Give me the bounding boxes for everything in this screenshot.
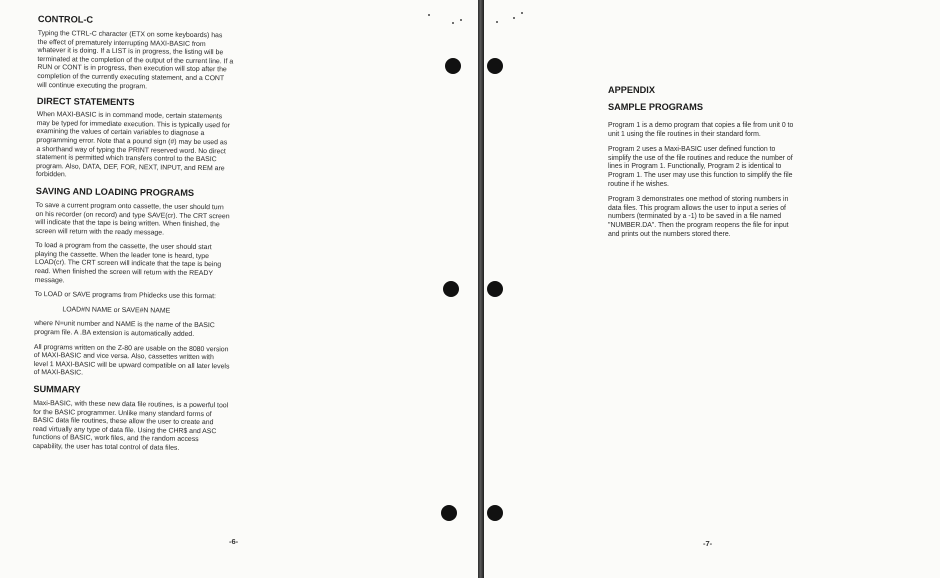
section-heading: CONTROL-C [37,14,94,25]
speck [521,12,523,14]
paragraph: To LOAD or SAVE programs from Phidecks use this format: [34,291,216,301]
left-text-column [32,14,234,458]
format-example: LOAD#N NAME or SAVE#N NAME [62,306,171,315]
right-text-column [608,85,800,246]
paragraph: To save a current program onto cassette, the user should turn on his recorder (on record) and type SAVE(cr). The CRT screen will indicate that the tape is being written. When finished, the screen will return with the ready message. [35,201,230,237]
section-direct-statements [36,96,233,182]
section-heading: SAMPLE PROGRAMS [608,102,703,112]
paragraph: Program 2 uses a Maxi-BASIC user defined function to simplify the use of the file routines and reduce the number of lines in Program 1. Functionally, Program 2 is identical to Program 1. The user may use this function to simplify the file routine if he wishes. [608,146,793,188]
punch-hole-bottom-left [441,505,457,521]
section-summary [33,384,230,454]
appendix-title: APPENDIX [608,85,655,95]
page-number-left: -6- [229,537,239,546]
paragraph: Program 3 demonstrates one method of storing numbers in data files. This program allows the user to input a series of numbers (terminated by a -1) to be saved in a file named "NUMBER.DA". Then the program reopens the file for input and prints out the numbers stored there. [608,196,789,238]
section-heading: SAVING AND LOADING PROGRAMS [35,185,195,198]
punch-hole-top-left [445,58,461,74]
section-saving-loading [34,186,232,380]
paragraph: Maxi-BASIC, with these new data file routines, is a powerful tool for the BASIC programmer. Unlike many standard forms of BASIC data file routines, these allow the user to create and read virtually any type of data file. Using the CHR$ and ASC functions of BASIC, work files, and the random access capability, the user has total control of data files. [32,399,229,452]
paragraph: To load a program from the cassette, the user should start playing the cassette. When the leader tone is heard, type LOAD(cr). The CRT screen will indicate that the tape is being read. When finished the screen will return with the READY message. [34,242,222,285]
paragraph: Program 1 is a demo program that copies a file from unit 0 to unit 1 using the file routines in their standard form. [608,122,794,138]
speck [460,19,462,21]
punch-hole-middle-left [443,281,459,297]
section-heading: DIRECT STATEMENTS [36,96,135,108]
punch-hole-top-right [487,58,503,74]
paragraph: Typing the CTRL-C character (ETX on some keyboards) has the effect of prematurely interrupting MAXI-BASIC from whatever it is doing. If a LIST is in progress, the listing will be terminated at the completion of the output of the current line. If a RUN or CONT is in progress, then execution will stop after the completion of the currently executing statement, and a CONT will continue executing the program. [37,29,234,90]
speck [452,22,454,24]
punch-hole-middle-right [487,281,503,297]
speck [513,17,515,19]
paragraph: All programs written on the Z-80 are usable on the 8080 version of MAXI-BASIC and vice versa. Also, cassettes written with level 1 MAXI-BASIC will be upward compatible on all later levels of MAXI-BASIC. [33,343,230,377]
section-control-c [37,14,234,93]
page-number-right: -7- [703,539,713,548]
punch-hole-bottom-right [487,505,503,521]
speck [496,21,498,23]
section-heading: SUMMARY [33,383,81,395]
speck [428,14,430,16]
paragraph: where N=unit number and NAME is the name of the BASIC program file. A .BA extension is automatically added. [34,320,215,338]
paragraph: When MAXI-BASIC is in command mode, certain statements may be typed for immediate execution. This is typically used for examining the values of certain variables to diagnose a programming error. Note that a pound sign (#) may be used as a shorthand way of typing the PRINT reserved word. No direct statement is permitted which transfers control to the BASIC program. Also, DATA, DEF, FOR, NEXT, INPUT, and REM are forbidden. [35,111,230,179]
